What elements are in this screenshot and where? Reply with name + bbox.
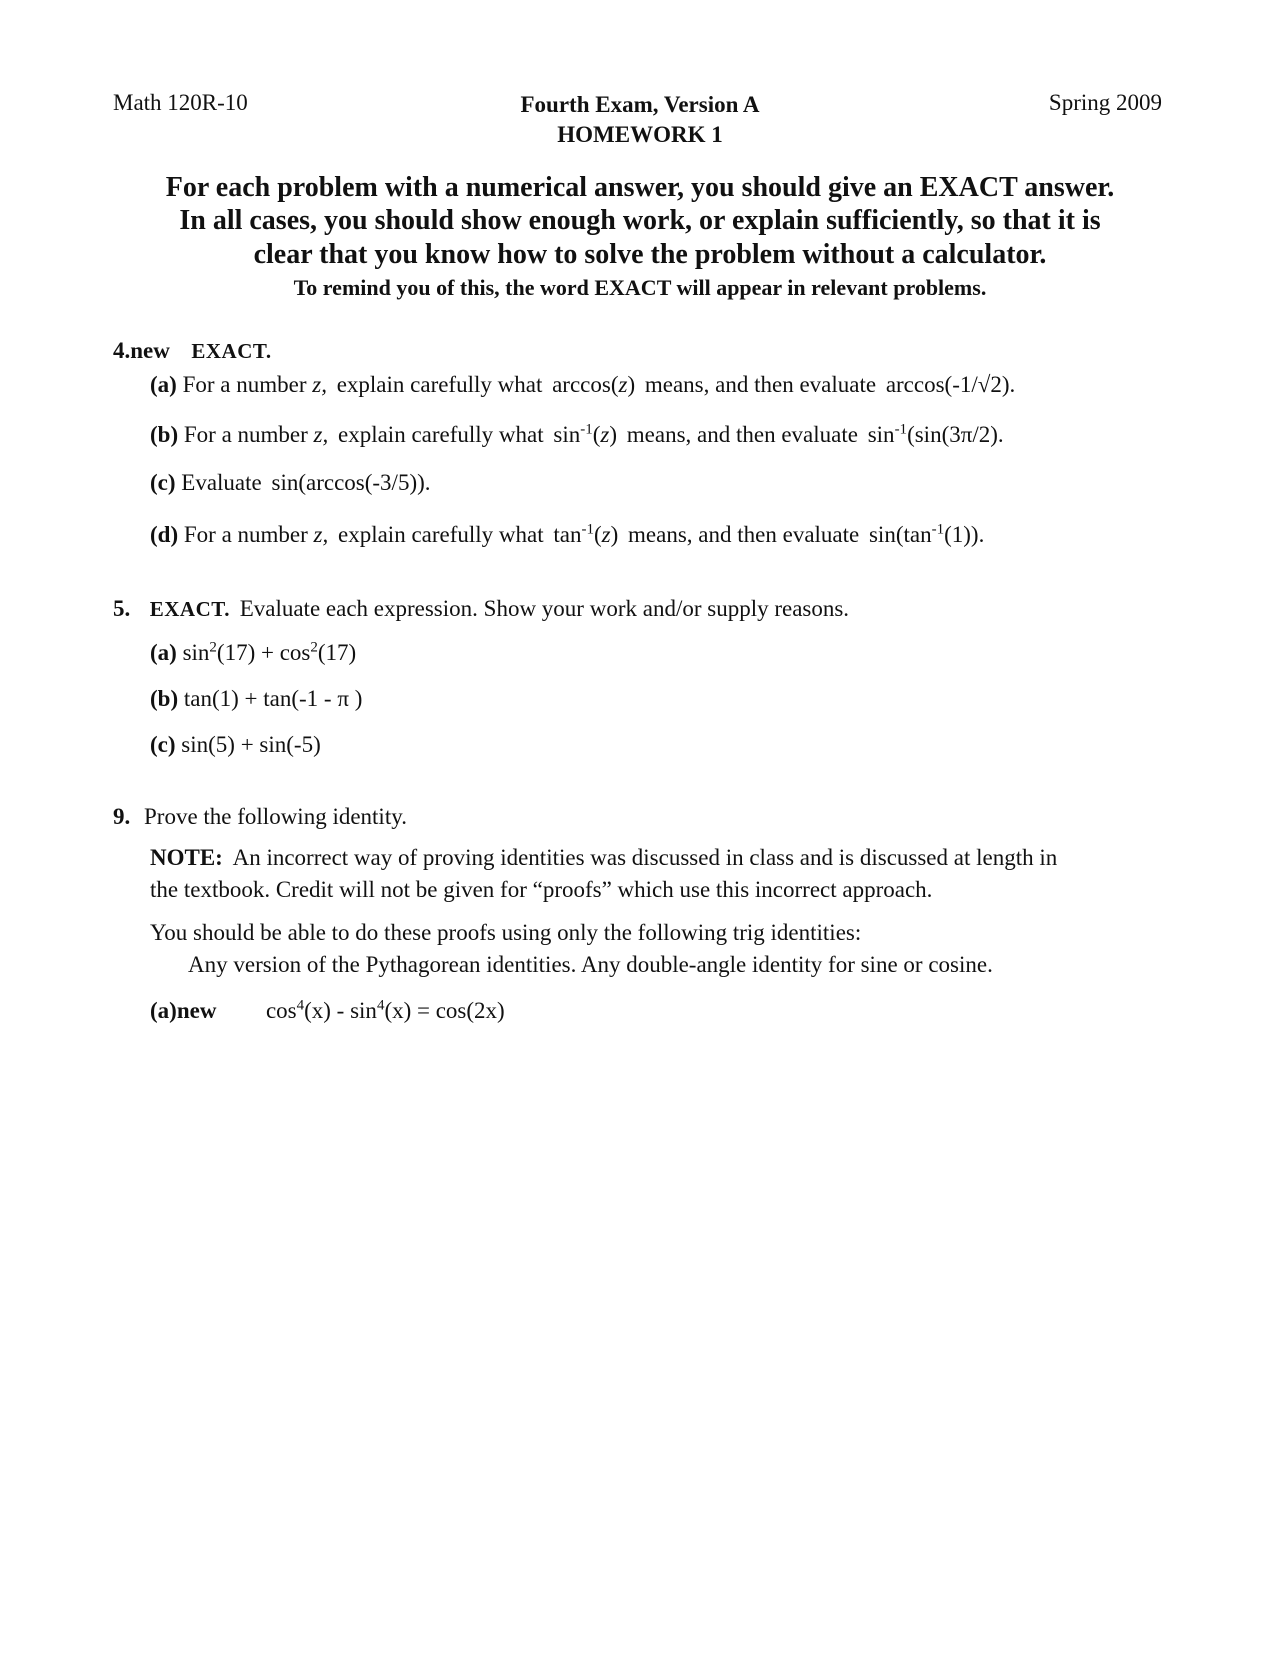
problem-4b-function-variable: z [600,422,610,447]
problem-4a-text: means, and then evaluate [644,372,877,397]
problem-9a-superscript: 4 [376,997,385,1014]
instructions-line-1: For each problem with a numerical answer, you should give an EXACT answer. [165,172,1115,203]
problem-4a [150,372,1015,398]
problem-9a-expression: (x) - sin [304,998,377,1023]
exam-name: Fourth Exam, Version A [520,92,760,117]
problem-9a-expression: cos [265,998,297,1023]
problem-4d-function-variable: z [601,522,611,547]
problem-5a-expression: (17) + cos [216,640,311,665]
problem-9-allowed-intro: You should be able to do these proofs using only the following trig identities: [150,920,862,945]
problem-4-number: 4.new [113,338,170,363]
instructions-line-4: To remind you of this, the word EXACT will appear in relevant problems. [293,275,987,300]
problem-4d-label: (d) [150,522,179,547]
problem-4b-expression-superscript: -1 [894,421,908,438]
problem-4b-paren: ( [592,422,601,447]
problem-5a-expression: sin [182,640,210,665]
homework-title: HOMEWORK 1 [557,122,723,147]
problem-5a-superscript: 2 [209,639,217,656]
problem-9a-label: (a)new [150,998,217,1023]
problem-4b-text: explain carefully what [338,422,544,447]
problem-4a-text: For a number [182,372,307,397]
instructions-line-2: In all cases, you should show enough work, or explain sufficiently, so that it is [179,205,1101,236]
problem-4b-superscript: -1 [580,421,593,438]
problem-4b-expression: sin [867,422,895,447]
problem-4b-expression: (sin(3π/2). [907,422,1004,447]
problem-4d-paren: ) [610,522,619,547]
problem-9-heading [113,804,407,830]
problem-4-heading [113,338,272,364]
problem-4c-expression: sin(arccos(-3/5)). [271,470,431,495]
problem-5b-expression: tan(1) + tan(-1 - π ) [183,686,363,711]
problem-4b-text: For a number [183,422,308,447]
problem-9a-expression: (x) = cos(2x) [384,998,505,1023]
problem-4d-text: explain carefully what [338,522,544,547]
problem-4c-label: (c) [150,470,176,495]
problem-9-number: 9. [113,804,131,829]
problem-4b-variable: z, [313,422,329,447]
instructions-line-3: clear that you know how to solve the problem without a calculator. [253,239,1047,270]
problem-4c-text: Evaluate [181,470,262,495]
problem-4d-text: For a number [183,522,308,547]
problem-4-exact-tag: EXACT. [191,339,272,363]
problem-4c [150,470,431,496]
problem-4d-expression-superscript: -1 [931,521,945,538]
problem-9-allowed-list: Any version of the Pythagorean identities. Any double-angle identity for sine or cosine. [188,952,993,977]
problem-9a-superscript: 4 [296,997,305,1014]
problem-5a [150,640,356,666]
problem-4d [150,522,984,548]
problem-5-number: 5. [113,596,131,621]
problem-9-text: Prove the following identity. [144,804,407,829]
problem-9-note-text: An incorrect way of proving identities was discussed in class and is discussed at length in [232,845,1058,870]
problem-4d-variable: z, [313,522,329,547]
problem-5-text: Evaluate each expression. Show your work and/or supply reasons. [239,596,850,621]
problem-5a-label: (a) [150,640,177,665]
problem-4d-superscript: -1 [581,521,594,538]
problem-4a-function-variable: z [618,372,628,397]
problem-4a-function: arccos( [552,372,619,397]
problem-5a-superscript: 2 [310,639,318,656]
problem-4a-function-close: ) [627,372,636,397]
problem-5b-label: (b) [150,686,179,711]
problem-4d-paren: ( [594,522,602,547]
course-label: Math 120R-10 [113,90,248,115]
problem-9-note-line-1 [150,845,1057,871]
problem-4b [150,422,1004,448]
problem-4a-expression: arccos(-1/√2). [885,372,1016,397]
problem-9-note-label: NOTE: [150,845,223,870]
problem-4a-label: (a) [150,372,177,397]
problem-5-exact-tag: EXACT. [149,597,230,621]
problem-4d-text: means, and then evaluate [628,522,860,547]
term-label: Spring 2009 [1048,90,1162,115]
problem-5b [150,686,362,712]
problem-4d-function: tan [553,522,582,547]
problem-4a-variable: z, [312,372,327,397]
problem-4d-expression: sin(tan [868,522,932,547]
problem-4b-function: sin [553,422,581,447]
problem-9a [150,998,505,1024]
problem-5-heading [113,596,849,622]
problem-5c [150,732,321,758]
problem-9-note-line-2: the textbook. Credit will not be given for “proofs” which use this incorrect approach. [150,877,933,902]
problem-4b-label: (b) [150,422,179,447]
problem-4d-expression: (1)). [944,522,985,547]
problem-4b-text: means, and then evaluate [626,422,858,447]
problem-5c-expression: sin(5) + sin(-5) [181,732,321,757]
problem-5a-expression: (17) [317,640,357,665]
problem-4b-paren: ) [609,422,618,447]
problem-5c-label: (c) [150,732,176,757]
problem-4a-text: explain carefully what [336,372,543,397]
